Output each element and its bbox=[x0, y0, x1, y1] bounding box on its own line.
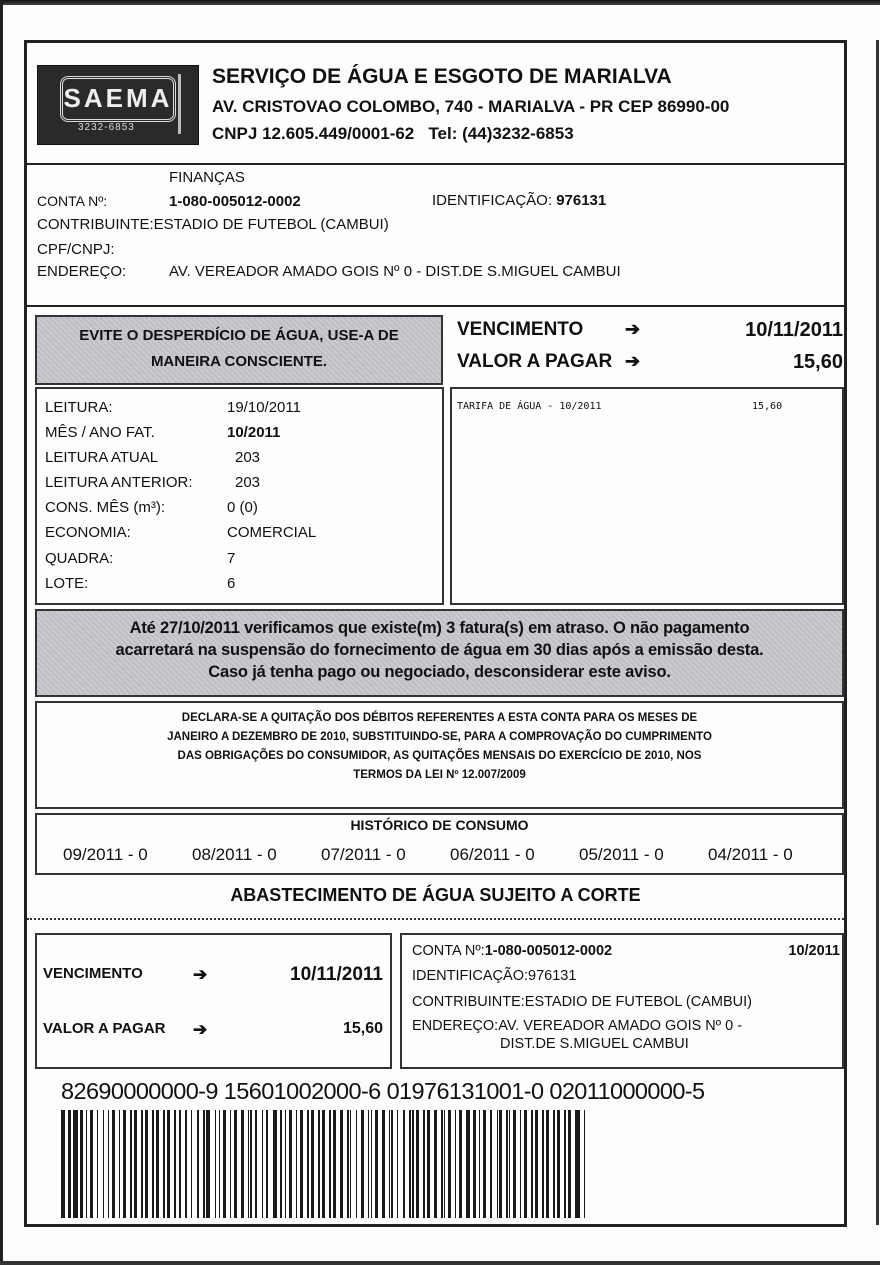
reading-value: 203 bbox=[235, 474, 261, 491]
barcode-bar bbox=[219, 1110, 220, 1218]
address-row bbox=[37, 263, 621, 280]
barcode-bar bbox=[123, 1110, 126, 1218]
stub-address-line1: AV. VEREADOR AMADO GOIS Nº 0 - bbox=[498, 1018, 743, 1034]
stub-amount-value: 15,60 bbox=[342, 1020, 383, 1037]
barcode-bar bbox=[412, 1110, 413, 1218]
barcode-bar bbox=[167, 1110, 170, 1218]
barcode-bar bbox=[223, 1110, 226, 1218]
stub-amount-label: VALOR A PAGAR bbox=[43, 1020, 166, 1037]
barcode-bar bbox=[230, 1110, 231, 1218]
barcode-bar bbox=[156, 1110, 159, 1218]
barcode-bar bbox=[145, 1110, 148, 1218]
stub-account-number: 1-080-005012-0002 bbox=[484, 943, 613, 959]
faucet-icon bbox=[178, 74, 193, 134]
barcode-bar bbox=[119, 1110, 120, 1218]
overdue-alert-line2: acarretará na suspensão do fornecimento de água em 30 dias após a emissão desta. bbox=[115, 641, 764, 659]
reading-value: 203 bbox=[235, 449, 261, 466]
identification-row bbox=[432, 192, 606, 209]
history-item: 08/2011 - 0 bbox=[192, 845, 277, 864]
stub-identification-value: 976131 bbox=[528, 968, 577, 984]
barcode-bar bbox=[375, 1110, 378, 1218]
barcode-bar bbox=[575, 1110, 579, 1218]
barcode-bar bbox=[280, 1110, 283, 1218]
reading-value: 10/2011 bbox=[227, 424, 281, 441]
barcode-bar bbox=[134, 1110, 137, 1218]
barcode-bar bbox=[97, 1110, 98, 1218]
charge-description: TARIFA DE ÁGUA - 10/2011 bbox=[457, 401, 602, 412]
bill-header bbox=[27, 43, 844, 165]
barcode-bar bbox=[103, 1110, 104, 1218]
conservation-notice bbox=[35, 315, 443, 385]
barcode-bar bbox=[185, 1110, 186, 1218]
barcode-bar bbox=[444, 1110, 445, 1218]
barcode-bar bbox=[73, 1110, 77, 1218]
barcode-bar bbox=[520, 1110, 521, 1218]
barcode-bar bbox=[174, 1110, 175, 1218]
due-date-value: 10/11/2011 bbox=[745, 319, 843, 341]
barcode-bar bbox=[397, 1110, 398, 1218]
stub-address-line2: DIST.DE S.MIGUEL CAMBUI bbox=[500, 1036, 689, 1052]
stub-account-row bbox=[412, 943, 612, 959]
reading-label: QUADRA: bbox=[45, 550, 114, 567]
company-cnpj: CNPJ 12.605.449/0001-62 bbox=[212, 124, 415, 143]
barcode-bar bbox=[234, 1110, 237, 1218]
reading-value: 0 (0) bbox=[227, 499, 258, 516]
payment-summary bbox=[455, 315, 845, 385]
history-item: 07/2011 - 0 bbox=[321, 845, 406, 864]
barcode-bar bbox=[389, 1110, 390, 1218]
supply-cut-warning: ABASTECIMENTO DE ÁGUA SUJEITO A CORTE bbox=[230, 885, 641, 905]
stub-identification-row bbox=[412, 968, 576, 984]
barcode-bar bbox=[241, 1110, 244, 1218]
account-number: 1-080-005012-0002 bbox=[169, 193, 301, 210]
cpf-row bbox=[37, 241, 115, 258]
reading-label: LEITURA ATUAL bbox=[45, 449, 159, 466]
barcode-bar bbox=[535, 1110, 538, 1218]
stub-amount-row bbox=[43, 1020, 383, 1046]
amount-value: 15,60 bbox=[792, 351, 843, 373]
client-info bbox=[27, 163, 844, 307]
barcode-digits: 82690000000-9 15601002000-6 01976131001-0 02011000000-5 bbox=[61, 1078, 705, 1104]
barcode-bar bbox=[416, 1110, 419, 1218]
barcode-bar bbox=[531, 1110, 532, 1218]
barcode-bar bbox=[311, 1110, 314, 1218]
history-item: 06/2011 - 0 bbox=[450, 845, 535, 864]
scan-edge-bottom bbox=[0, 1261, 880, 1265]
barcode-bar bbox=[333, 1110, 336, 1218]
history-item: 09/2011 - 0 bbox=[63, 845, 148, 864]
stub-due-row bbox=[43, 965, 383, 991]
reading-label: LEITURA ANTERIOR: bbox=[45, 474, 193, 491]
arrow-right-icon: ➔ bbox=[193, 1020, 208, 1039]
contributor-label: CONTRIBUINTE: bbox=[37, 216, 154, 233]
department: FINANÇAS bbox=[169, 169, 245, 186]
barcode-bar bbox=[546, 1110, 549, 1218]
barcode-bar bbox=[61, 1110, 65, 1218]
barcode-bar bbox=[90, 1110, 93, 1218]
due-date-row bbox=[457, 319, 843, 349]
barcode-bar bbox=[448, 1110, 451, 1218]
barcode-bar bbox=[509, 1110, 510, 1218]
reading-value: 6 bbox=[227, 575, 236, 592]
amount-row bbox=[457, 351, 843, 381]
barcode-bar bbox=[80, 1110, 83, 1218]
barcode-bar bbox=[557, 1110, 560, 1218]
adjacent-page-edge bbox=[876, 40, 880, 1225]
barcode-bar bbox=[356, 1110, 357, 1218]
company-cnpj-tel bbox=[212, 124, 574, 144]
barcode-bar bbox=[382, 1110, 385, 1218]
barcode-bar bbox=[434, 1110, 437, 1218]
barcode-bar bbox=[250, 1110, 251, 1218]
reading-label: MÊS / ANO FAT. bbox=[45, 424, 155, 441]
reading-value: 19/10/2011 bbox=[227, 399, 301, 416]
stub-account-label: CONTA Nº: bbox=[412, 943, 485, 959]
stub-period: 10/2011 bbox=[788, 943, 840, 959]
cpf-label: CPF/CNPJ: bbox=[37, 241, 115, 258]
water-bill bbox=[24, 40, 847, 1227]
arrow-right-icon: ➔ bbox=[625, 319, 641, 339]
barcode-bar bbox=[300, 1110, 303, 1218]
company-name: SERVIÇO DE ÁGUA E ESGOTO DE MARIALVA bbox=[212, 65, 672, 88]
barcode-bar bbox=[553, 1110, 554, 1218]
barcode-bar bbox=[513, 1110, 516, 1218]
barcode-bar bbox=[130, 1110, 131, 1218]
barcode-bar bbox=[584, 1110, 585, 1218]
company-address: AV. CRISTOVAO COLOMBO, 740 - MARIALVA - PR CEP 86990-00 bbox=[212, 97, 730, 116]
barcode-bar bbox=[361, 1110, 364, 1218]
barcode-bar bbox=[490, 1110, 493, 1218]
logo-phone: 3232-6853 bbox=[78, 122, 135, 133]
stub-due-value: 10/11/2011 bbox=[290, 964, 383, 985]
barcode-bar bbox=[296, 1110, 297, 1218]
reading-label: LOTE: bbox=[45, 575, 89, 592]
tear-line bbox=[27, 918, 844, 920]
identification-number: 976131 bbox=[556, 192, 607, 209]
barcode-bar bbox=[322, 1110, 325, 1218]
stub-address-label: ENDEREÇO: bbox=[412, 1018, 499, 1034]
stub-contributor-value: ESTADIO DE FUTEBOL (CAMBUI) bbox=[524, 994, 752, 1010]
barcode-bar bbox=[427, 1110, 430, 1218]
barcode-bar bbox=[307, 1110, 308, 1218]
address-value: AV. VEREADOR AMADO GOIS Nº 0 - DIST.DE S.MIGUEL CAMBUI bbox=[169, 263, 621, 280]
charges-panel bbox=[450, 387, 844, 605]
barcode-bar bbox=[499, 1110, 502, 1218]
identification-label: IDENTIFICAÇÃO: bbox=[432, 192, 553, 209]
barcode-bar bbox=[340, 1110, 343, 1218]
barcode-bar bbox=[262, 1110, 263, 1218]
barcode-bar bbox=[285, 1110, 286, 1218]
reading-label: ECONOMIA: bbox=[45, 524, 131, 541]
barcode-bar bbox=[473, 1110, 476, 1218]
barcode-bar bbox=[466, 1110, 470, 1218]
barcode-bar bbox=[318, 1110, 319, 1218]
conservation-notice-line1: EVITE O DESPERDÍCIO DE ÁGUA, USE-A DE bbox=[79, 327, 399, 344]
stub-address-row bbox=[412, 1018, 742, 1034]
barcode-bar bbox=[441, 1110, 442, 1218]
company-tel: Tel: (44)3232-6853 bbox=[428, 124, 574, 143]
barcode-bar bbox=[197, 1110, 200, 1218]
stub-due-label: VENCIMENTO bbox=[43, 965, 143, 982]
barcode-bar bbox=[524, 1110, 527, 1218]
charge-amount: 15,60 bbox=[752, 401, 783, 412]
barcode bbox=[61, 1110, 589, 1218]
overdue-alert-line3: Caso já tenha pago ou negociado, desconsiderar este aviso. bbox=[208, 663, 671, 681]
barcode-bar bbox=[368, 1110, 369, 1218]
logo-text: SAEMA bbox=[60, 76, 176, 122]
barcode-bar bbox=[163, 1110, 164, 1218]
arrow-right-icon: ➔ bbox=[193, 965, 208, 984]
stub-contributor-label: CONTRIBUINTE: bbox=[412, 994, 525, 1010]
barcode-bar bbox=[141, 1110, 142, 1218]
barcode-bar bbox=[152, 1110, 153, 1218]
barcode-bar bbox=[191, 1110, 192, 1218]
reading-value: COMERCIAL bbox=[227, 524, 317, 541]
barcode-bar bbox=[459, 1110, 462, 1218]
arrow-right-icon: ➔ bbox=[625, 351, 641, 371]
amount-label: VALOR A PAGAR bbox=[457, 351, 613, 372]
barcode-bar bbox=[506, 1110, 507, 1218]
barcode-bar bbox=[206, 1110, 210, 1218]
saema-logo bbox=[37, 65, 199, 145]
conservation-notice-line2: MANEIRA CONSCIENTE. bbox=[150, 353, 328, 370]
meter-reading-panel bbox=[35, 387, 444, 605]
barcode-bar bbox=[248, 1110, 249, 1218]
barcode-bar bbox=[179, 1110, 182, 1218]
debt-clearance-declaration bbox=[35, 701, 844, 809]
account-row bbox=[37, 193, 301, 210]
barcode-bar bbox=[568, 1110, 571, 1218]
stub-contributor-row bbox=[412, 994, 752, 1010]
barcode-bar bbox=[347, 1110, 348, 1218]
barcode-bar bbox=[371, 1110, 372, 1218]
barcode-bar bbox=[266, 1110, 269, 1218]
reading-value: 7 bbox=[227, 550, 236, 567]
barcode-bar bbox=[108, 1110, 109, 1218]
history-title: HISTÓRICO DE CONSUMO bbox=[350, 817, 529, 833]
consumption-history bbox=[35, 813, 844, 875]
history-item: 04/2011 - 0 bbox=[708, 845, 793, 864]
stub-payment-summary bbox=[35, 933, 392, 1069]
barcode-bar bbox=[391, 1110, 392, 1218]
scan-edge-top bbox=[0, 0, 880, 5]
declaration-line3: DAS OBRIGAÇÕES DO CONSUMIDOR, AS QUITAÇÕES MENSAIS DO EXERCÍCIO DE 2010, NOS bbox=[177, 750, 702, 762]
stub-identification-label: IDENTIFICAÇÃO: bbox=[412, 968, 529, 984]
history-items bbox=[63, 845, 837, 865]
barcode-bar bbox=[215, 1110, 216, 1218]
barcode-bar bbox=[409, 1110, 410, 1218]
barcode-bar bbox=[479, 1110, 480, 1218]
barcode-bar bbox=[255, 1110, 258, 1218]
address-label: ENDEREÇO: bbox=[37, 263, 127, 280]
declaration-line2: JANEIRO A DEZEMBRO DE 2010, SUBSTITUINDO-SE, PARA A COMPROVAÇÃO DO CUMPRIMENTO bbox=[167, 731, 712, 743]
reading-label: CONS. MÊS (m³): bbox=[45, 499, 165, 516]
barcode-bar bbox=[403, 1110, 406, 1218]
barcode-bar bbox=[455, 1110, 456, 1218]
barcode-bar bbox=[329, 1110, 330, 1218]
contributor-row bbox=[37, 216, 389, 233]
barcode-bar bbox=[542, 1110, 543, 1218]
stub-account-info bbox=[400, 933, 844, 1069]
declaration-line4: TERMOS DA LEI Nº 12.007/2009 bbox=[353, 769, 526, 781]
barcode-bar bbox=[350, 1110, 351, 1218]
declaration-line1: DECLARA-SE A QUITAÇÃO DOS DÉBITOS REFERENTES A ESTA CONTA PARA OS MESES DE bbox=[181, 712, 698, 724]
barcode-bar bbox=[423, 1110, 424, 1218]
barcode-bar bbox=[86, 1110, 87, 1218]
account-label: CONTA Nº: bbox=[37, 193, 108, 209]
scan-edge-left bbox=[0, 0, 3, 1265]
contributor-name: ESTADIO DE FUTEBOL (CAMBUI) bbox=[153, 216, 389, 233]
barcode-bar bbox=[203, 1110, 204, 1218]
reading-label: LEITURA: bbox=[45, 399, 113, 416]
overdue-alert bbox=[35, 609, 844, 697]
barcode-bar bbox=[112, 1110, 115, 1218]
barcode-bar bbox=[68, 1110, 71, 1218]
barcode-bar bbox=[564, 1110, 565, 1218]
overdue-alert-line1: Até 27/10/2011 verificamos que existe(m) 3 fatura(s) em atraso. O não pagamento bbox=[129, 619, 750, 637]
barcode-bar bbox=[497, 1110, 498, 1218]
history-item: 05/2011 - 0 bbox=[579, 845, 664, 864]
barcode-bar bbox=[483, 1110, 486, 1218]
barcode-bar bbox=[273, 1110, 277, 1218]
due-date-label: VENCIMENTO bbox=[457, 319, 584, 340]
barcode-bar bbox=[289, 1110, 292, 1218]
